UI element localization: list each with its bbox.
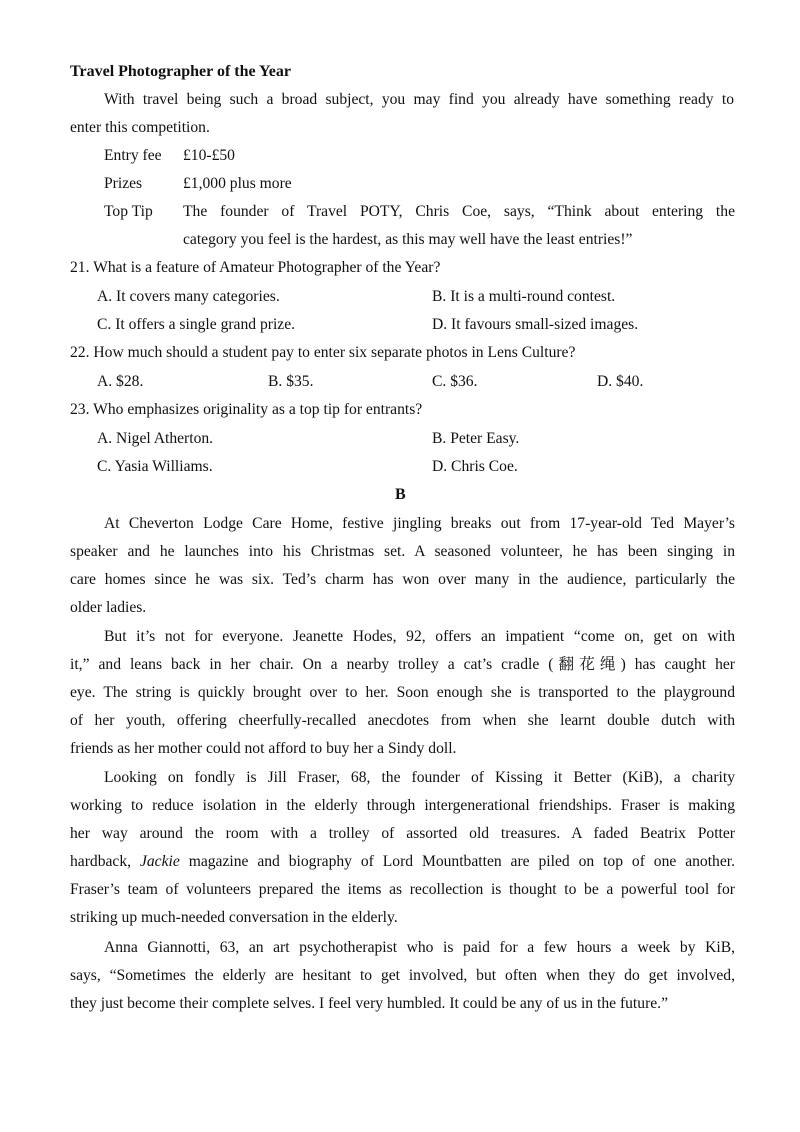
- section-b-heading: B: [395, 486, 406, 503]
- question-21-option-a[interactable]: A. It covers many categories.: [97, 288, 280, 305]
- question-23-option-d[interactable]: D. Chris Coe.: [432, 458, 518, 475]
- intro-line-2: enter this competition.: [70, 119, 210, 136]
- p3-line-4-rest: magazine and biography of Lord Mountbatten are piled on top of one another.: [188, 853, 735, 870]
- entry-fee-value: £10-£50: [183, 147, 235, 164]
- p1-line-3: care homes since he was six. Ted’s charm has won over many in the audience, particularly the: [70, 571, 735, 588]
- p3-line-2: working to reduce isolation in the elderly through intergenerational friendships. Fraser is making: [70, 797, 735, 814]
- p4-line-3: they just become their complete selves. I feel very humbled. It could be any of us in the future.”: [70, 995, 668, 1012]
- p3-line-4-prefix: hardback,: [70, 853, 140, 870]
- question-21-option-b[interactable]: B. It is a multi-round contest.: [432, 288, 616, 305]
- question-22-option-c[interactable]: C. $36.: [432, 373, 478, 390]
- question-21-stem: 21. What is a feature of Amateur Photographer of the Year?: [70, 259, 441, 276]
- prizes-label: Prizes: [104, 175, 143, 192]
- section-title: Travel Photographer of the Year: [70, 63, 291, 80]
- p1-line-2: speaker and he launches into his Christmas set. A seasoned volunteer, he has been singing in: [70, 543, 735, 560]
- p2-line-3: eye. The string is quickly brought over to her. Soon enough she is transported to the playground: [70, 684, 735, 701]
- p2-line-5: friends as her mother could not afford to buy her a Sindy doll.: [70, 740, 457, 757]
- magazine-title: Jackie: [139, 853, 180, 870]
- p1-line-1: At Cheverton Lodge Care Home, festive jingling breaks out from 17-year-old Ted Mayer’s: [104, 515, 735, 532]
- p4-line-2: says, “Sometimes the elderly are hesitant to get involved, but often when they do get involved,: [70, 967, 735, 984]
- intro-line-1: With travel being such a broad subject, you may find you already have something ready to: [104, 91, 734, 108]
- p4-line-1: Anna Giannotti, 63, an art psychotherapist who is paid for a few hours a week by KiB,: [104, 939, 735, 956]
- p3-line-6: striking up much-needed conversation in the elderly.: [70, 909, 398, 926]
- prizes-value: £1,000 plus more: [183, 175, 292, 192]
- p3-line-1: Looking on fondly is Jill Fraser, 68, the founder of Kissing it Better (KiB), a charity: [104, 769, 735, 786]
- question-23-stem: 23. Who emphasizes originality as a top tip for entrants?: [70, 401, 423, 418]
- question-23-option-a[interactable]: A. Nigel Atherton.: [97, 430, 214, 447]
- question-22-option-b[interactable]: B. $35.: [268, 373, 314, 390]
- question-22-option-d[interactable]: D. $40.: [597, 373, 644, 390]
- p3-line-3: her way around the room with a trolley of assorted old treasures. A faded Beatrix Potter: [70, 825, 735, 842]
- p2-line-2: it,” and leans back in her chair. On a nearby trolley a cat’s cradle (翻花绳) has caught her: [70, 656, 735, 673]
- p2-line-1: But it’s not for everyone. Jeanette Hodes, 92, offers an impatient “come on, get on with: [104, 628, 735, 645]
- question-22-stem: 22. How much should a student pay to enter six separate photos in Lens Culture?: [70, 344, 576, 361]
- question-21-option-c[interactable]: C. It offers a single grand prize.: [97, 316, 296, 333]
- p3-line-4: [70, 852, 735, 872]
- question-23-option-b[interactable]: B. Peter Easy.: [432, 430, 520, 447]
- entry-fee-label: Entry fee: [104, 147, 162, 164]
- question-23-option-c[interactable]: C. Yasia Williams.: [97, 458, 213, 475]
- top-tip-line-1: The founder of Travel POTY, Chris Coe, says, “Think about entering the: [183, 203, 735, 220]
- p1-line-4: older ladies.: [70, 599, 147, 616]
- top-tip-line-2: category you feel is the hardest, as this may well have the least entries!”: [183, 231, 633, 248]
- p3-line-5: Fraser’s team of volunteers prepared the items as recollection is thought to be a powerful tool for: [70, 881, 735, 898]
- question-22-option-a[interactable]: A. $28.: [97, 373, 144, 390]
- question-21-option-d[interactable]: D. It favours small-sized images.: [432, 316, 639, 333]
- p2-line-4: of her youth, offering cheerfully-recalled anecdotes from when she learnt double dutch with: [70, 712, 735, 729]
- top-tip-label: Top Tip: [104, 203, 153, 220]
